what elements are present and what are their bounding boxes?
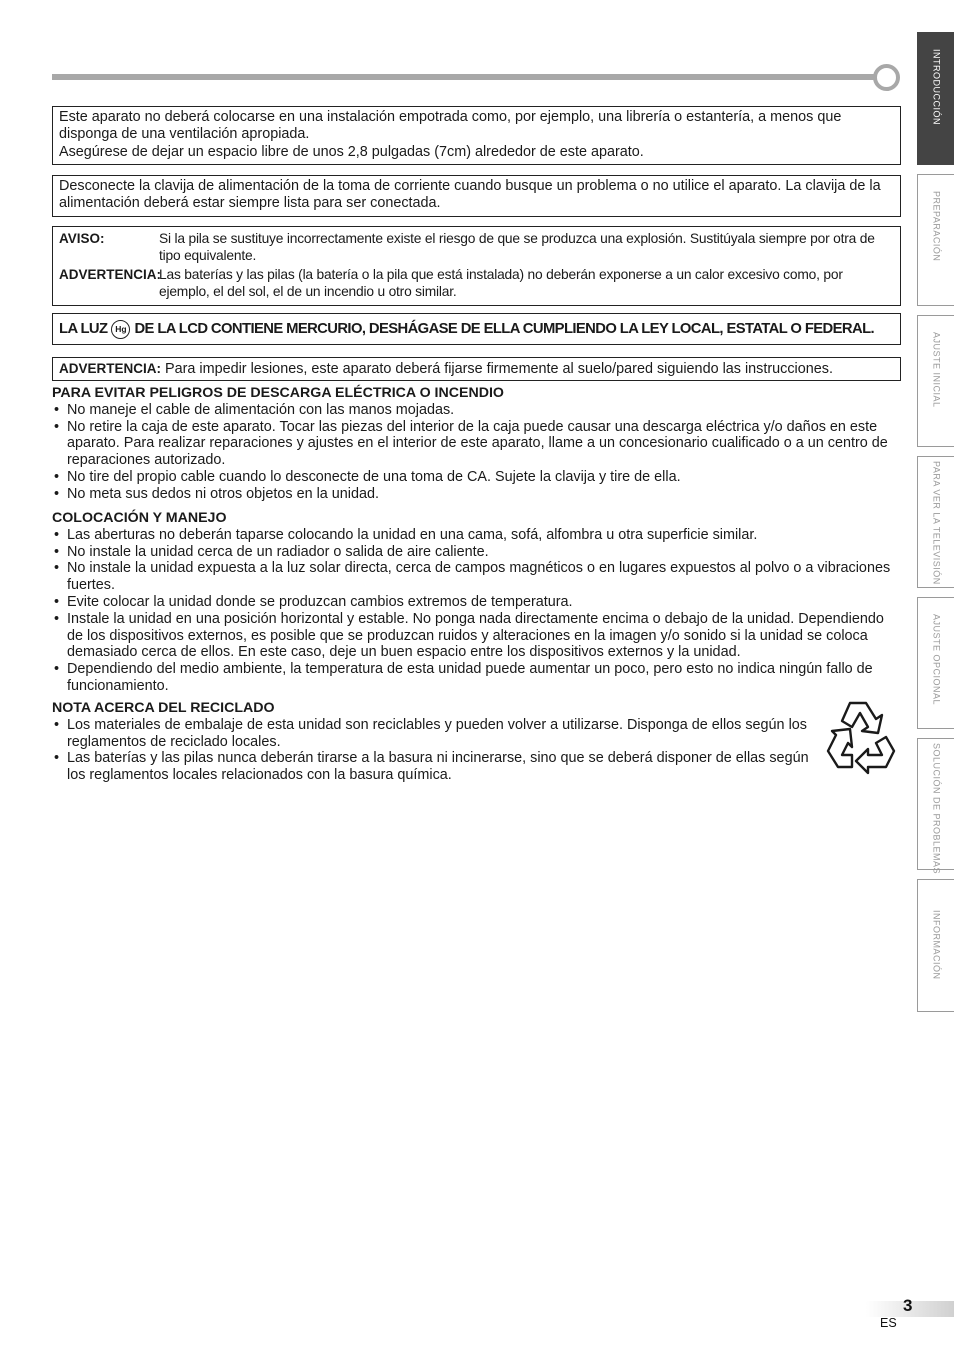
section-title: PARA EVITAR PELIGROS DE DESCARGA ELÉCTRICA O INCENDIO xyxy=(52,385,504,401)
warning-text: Las baterías y las pilas (la batería o la pila que está instalada) no deberán exponerse a un calor excesivo como, por ejemplo, el del sol, el de un incendio u otro similar. xyxy=(159,266,843,300)
side-tab-label: INTRODUCCIÓN xyxy=(931,49,942,125)
section-title: NOTA ACERCA DEL RECICLADO xyxy=(52,700,275,716)
mercury-text-after: DE LA LCD CONTIENE MERCURIO, DESHÁGASE DE ELLA CUMPLIENDO LA LEY LOCAL, ESTATAL O FEDERAL. xyxy=(134,321,875,337)
list-item: • No retire la caja de este aparato. Tocar las piezas del interior de la caja puede causar una descarga eléctrica y/o daños en este aparato. Para realizar reparaciones y ajustes en el interior de este aparato, llame a un concesionario cualificado o a un centro de reparaciones autorizado. xyxy=(52,419,902,469)
header-rule-circle xyxy=(873,64,900,91)
side-tab-label: PREPARACIÓN xyxy=(931,191,942,262)
list-item: • Instale la unidad en una posición horizontal y estable. No ponga nada directamente encima o debajo de la unidad. Dependiendo de los dispositivos externos, es posible que se produzcan ruidos y alteraciones en la imagen y/o sonido si la unidad se coloca demasiado cerca de ellos. En este caso, deje un buen espacio entre los dispositivos externos y la unidad. xyxy=(52,611,902,661)
list-item: • No instale la unidad expuesta a la luz solar directa, cerca de campos magnéticos o en lugares expuestos al polvo o a vibraciones fuertes. xyxy=(52,560,902,594)
mounting-warning-text: Para impedir lesiones, este aparato deberá fijarse firmemente al suelo/pared siguiendo las instrucciones. xyxy=(165,361,833,377)
list-item: • No meta sus dedos ni otros objetos en la unidad. xyxy=(52,486,902,503)
power-notice-text: Desconecte la clavija de alimentación de la toma de corriente cuando busque un problema o no utilice el aparato. La clavija de la alimentación deberá estar siempre lista para ser conectada. xyxy=(59,178,881,212)
mounting-warning-label: ADVERTENCIA: xyxy=(59,361,162,376)
side-tab-solucion-problemas[interactable] xyxy=(917,738,954,875)
side-tab-label: AJUSTE OPCIONAL xyxy=(931,614,942,706)
list-item: • No instale la unidad cerca de un radiador o salida de aire caliente. xyxy=(52,544,902,561)
mounting-warning xyxy=(52,357,901,381)
section-placement xyxy=(52,510,902,695)
side-tab-ajuste-inicial[interactable] xyxy=(917,315,954,447)
ventilation-notice-line-2: Asegúrese de dejar un espacio libre de unos 2,8 pulgadas (7cm) alrededor de este aparato. xyxy=(59,143,644,160)
list-item: • Los materiales de embalaje de esta unidad son reciclables y pueden volver a utilizarse. Disponga de ellos según los reglamentos de reciclado locales. xyxy=(52,717,812,751)
side-tab-ajuste-opcional[interactable] xyxy=(917,597,954,729)
header-rule xyxy=(52,74,880,80)
recycle-icon xyxy=(822,697,902,775)
warning-text: Si la pila se sustituye incorrectamente existe el riesgo de que se produzca una explosión. Sustitúyala siempre por otra de tipo equivalente. xyxy=(159,231,875,264)
ventilation-notice xyxy=(52,106,901,165)
bullet-list xyxy=(52,402,902,503)
side-tab-label: INFORMACIÓN xyxy=(931,910,942,980)
side-tab-introduccion[interactable] xyxy=(917,32,954,165)
side-tab-informacion[interactable] xyxy=(917,879,954,1012)
list-item: • Las aberturas no deberán taparse colocando la unidad en una cama, sofá, alfombra u otra superficie similar. xyxy=(52,527,902,544)
warning-row-aviso xyxy=(59,230,894,265)
section-title: COLOCACIÓN Y MANEJO xyxy=(52,510,227,526)
list-item: • No maneje el cable de alimentación con las manos mojadas. xyxy=(52,402,902,419)
warning-label: AVISO: xyxy=(59,231,105,246)
bullet-list xyxy=(52,717,812,784)
list-item: • Las baterías y las pilas nunca deberán tirarse a la basura ni incinerarse, sino que se deberá disponer de ellas según los reglamentos locales relacionados con la basura química. xyxy=(52,750,812,784)
side-tab-label: AJUSTE INICIAL xyxy=(931,332,942,408)
bullet-list xyxy=(52,527,902,695)
side-tab-label: PARA VER LA TELEVISIÓN xyxy=(931,461,942,585)
section-recycling xyxy=(52,700,812,784)
mercury-hg-icon: Hg xyxy=(111,320,130,339)
page-number: 3 xyxy=(903,1296,913,1315)
language-code: ES xyxy=(880,1316,897,1330)
power-notice xyxy=(52,175,901,217)
warning-label: ADVERTENCIA: xyxy=(59,266,162,282)
mercury-warning xyxy=(52,313,901,345)
side-tab-preparacion[interactable] xyxy=(917,174,954,306)
list-item: • No tire del propio cable cuando lo desconecte de una toma de CA. Sujete la clavija y tire de ella. xyxy=(52,469,902,486)
list-item: • Evite colocar la unidad donde se produzcan cambios extremos de temperatura. xyxy=(52,594,902,611)
warning-row-advertencia xyxy=(59,266,894,301)
ventilation-notice-line-1: Este aparato no deberá colocarse en una instalación empotrada como, por ejemplo, una librería o estantería, a menos que disponga de una ventilación apropiada. xyxy=(59,109,842,143)
battery-warning-box xyxy=(52,226,901,306)
side-tab-label: SOLUCIÓN DE PROBLEMAS xyxy=(931,743,942,875)
list-item: • Dependiendo del medio ambiente, la temperatura de esta unidad puede aumentar un poco, pero esto no indica ningún fallo de funcionamiento. xyxy=(52,661,902,695)
side-tab-ver-television[interactable] xyxy=(917,456,954,588)
section-electric-shock xyxy=(52,385,902,503)
mercury-text-before: LA LUZ xyxy=(59,321,108,337)
